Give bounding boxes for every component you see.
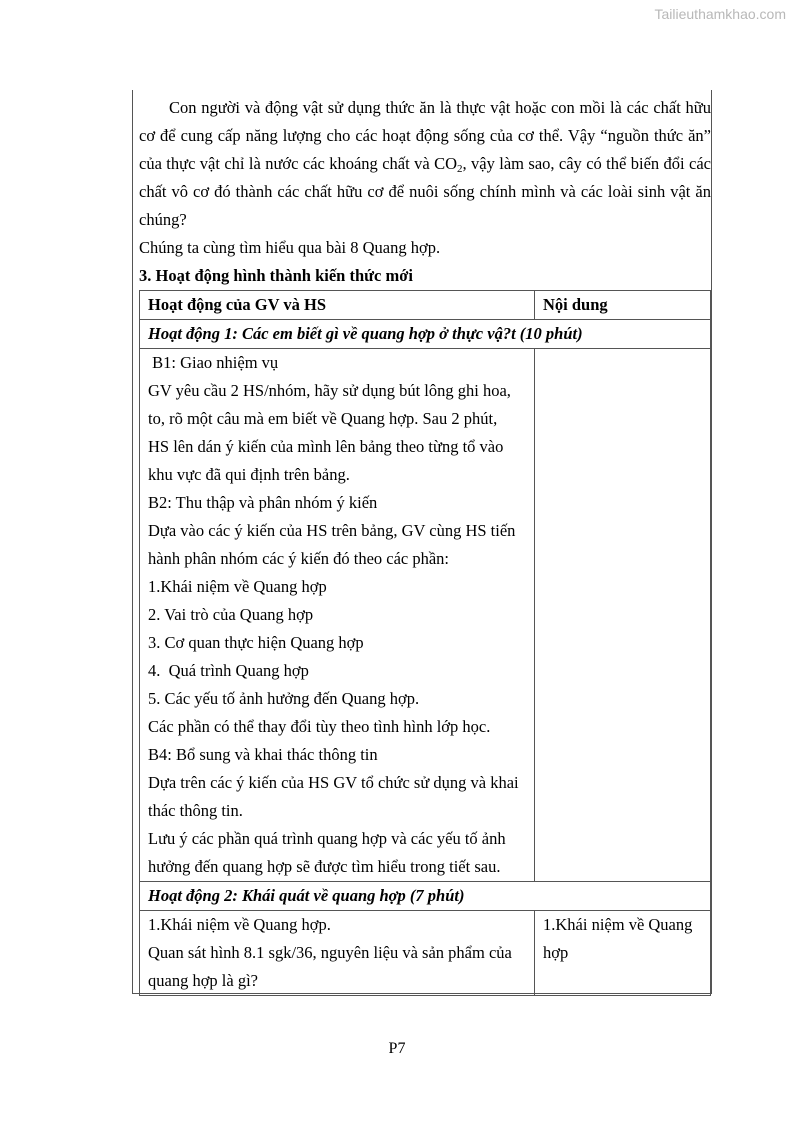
- intro-text-part2: , vậy làm sao, cây có thể biến đổi các chất vô cơ đó thành các chất hữu cơ để nuôi sống chính mình và các loài sinh vật ăn chúng?: [139, 154, 712, 229]
- header-col-activity: Hoạt động của GV và HS: [140, 291, 535, 320]
- activity2-body-row: [140, 911, 711, 996]
- activity1-title-row: [140, 320, 711, 349]
- watermark: Tailieuthamkhao.com: [654, 6, 786, 22]
- activity1-content: [535, 349, 711, 882]
- intro-line-lesson: Chúng ta cùng tìm hiểu qua bài 8 Quang hợp.: [139, 238, 441, 257]
- activity2-title: Hoạt động 2: Khái quát về quang hợp (7 phút): [140, 882, 711, 911]
- table-line: 1.Khái niệm về Quang: [543, 915, 693, 934]
- co2-subscript: 2: [457, 163, 463, 175]
- page-number: P7: [388, 1040, 406, 1057]
- intro-text-part1: Con người và động vật sử dụng thức ăn là thực vật hoặc con mồi là các chất hữu cơ để cung cấp năng lượng cho các hoạt động sống của cơ thể. Vậy “nguồn thức ăn” của thực vật chỉ là nước các khoáng chất và CO: [139, 98, 711, 173]
- table-line: Dựa trên các ý kiến của HS GV tổ chức sử dụng và khai: [148, 773, 519, 792]
- table-line: Các phần có thể thay đổi tùy theo tình hình lớp học.: [148, 717, 491, 736]
- activity2-title-row: [140, 882, 711, 911]
- table-line: to, rõ một câu mà em biết về Quang hợp. Sau 2 phút,: [148, 409, 498, 428]
- table-line: quang hợp là gì?: [148, 971, 258, 990]
- table-header-row: [140, 291, 711, 320]
- table-line: B4: Bổ sung và khai thác thông tin: [148, 745, 378, 764]
- activity1-title: Hoạt động 1: Các em biết gì về quang hợp ở thực vậ?t (10 phút): [140, 320, 711, 349]
- activity1-body-row: [140, 349, 711, 882]
- table-line: thác thông tin.: [148, 801, 243, 820]
- table-line: 1.Khái niệm về Quang hợp.: [148, 915, 331, 934]
- intro-block: [139, 94, 711, 290]
- intro-paragraph: [139, 94, 711, 234]
- header-col-content: Nội dung: [535, 291, 711, 320]
- table-line: hành phân nhóm các ý kiến đó theo các phần:: [148, 549, 450, 568]
- activity-table: [139, 290, 711, 996]
- table-line: B1: Giao nhiệm vụ: [148, 353, 279, 372]
- activity2-steps: [140, 911, 535, 996]
- table-line: B2: Thu thập và phân nhóm ý kiến: [148, 493, 378, 512]
- activity2-content: [535, 911, 711, 996]
- section-heading: 3. Hoạt động hình thành kiến thức mới: [139, 266, 413, 285]
- table-line: khu vực đã qui định trên bảng.: [148, 465, 350, 484]
- table-line: GV yêu cầu 2 HS/nhóm, hãy sử dụng bút lông ghi hoa,: [148, 381, 511, 400]
- table-line: 2. Vai trò của Quang hợp: [148, 605, 314, 624]
- table-line: hợp: [543, 943, 569, 962]
- table-line: Dựa vào các ý kiến của HS trên bảng, GV cùng HS tiến: [148, 521, 516, 540]
- table-line: 1.Khái niệm về Quang hợp: [148, 577, 327, 596]
- table-line: 3. Cơ quan thực hiện Quang hợp: [148, 633, 364, 652]
- table-line: Quan sát hình 8.1 sgk/36, nguyên liệu và sản phẩm của: [148, 943, 512, 962]
- table-line: 4. Quá trình Quang hợp: [148, 661, 309, 680]
- table-line: HS lên dán ý kiến của mình lên bảng theo từng tổ vào: [148, 437, 504, 456]
- table-line: Lưu ý các phần quá trình quang hợp và các yếu tố ảnh: [148, 829, 506, 848]
- table-line: hưởng đến quang hợp sẽ được tìm hiểu trong tiết sau.: [148, 857, 501, 876]
- activity1-steps: [140, 349, 535, 882]
- table-line: 5. Các yếu tố ảnh hưởng đến Quang hợp.: [148, 689, 420, 708]
